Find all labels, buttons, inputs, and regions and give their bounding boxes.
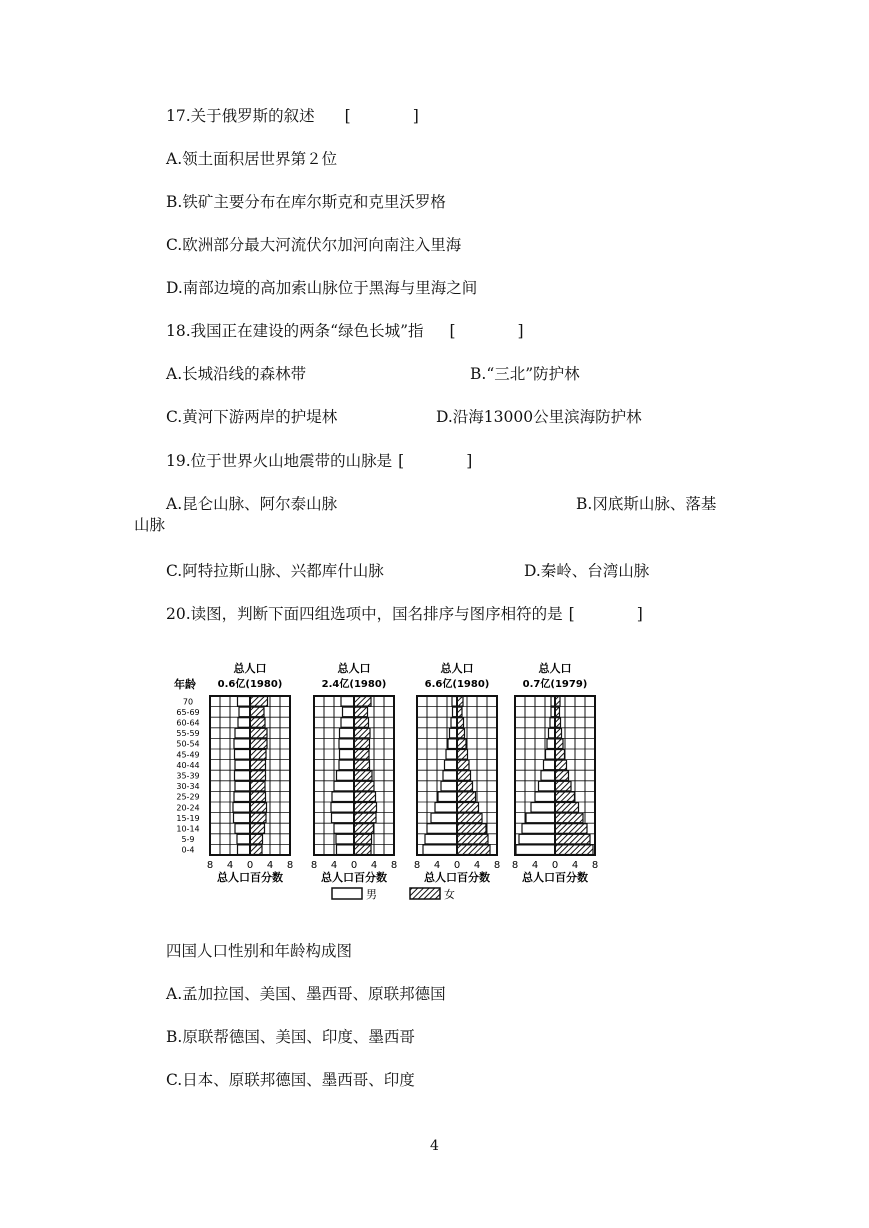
female-bar — [457, 813, 482, 823]
male-bar — [531, 803, 555, 813]
male-bar — [332, 792, 354, 802]
male-bar — [546, 750, 556, 760]
male-bar — [239, 707, 250, 717]
pyramid-title: 总人口 — [440, 662, 474, 675]
age-label: 35-39 — [176, 771, 200, 781]
female-bar — [457, 728, 465, 738]
x-tick-label: 4 — [330, 860, 338, 871]
male-bar — [332, 813, 355, 823]
male-bar — [233, 803, 250, 813]
pyramid-subtitle: 0.6亿(1980) — [217, 679, 283, 690]
age-label: 15-19 — [176, 813, 200, 823]
female-bar — [555, 803, 579, 813]
q19-stem: 19.位于世界火山地震带的山脉是 — [166, 452, 393, 470]
male-bar — [340, 728, 355, 738]
male-bar — [337, 771, 355, 781]
pyramid-subtitle: 2.4亿(1980) — [321, 679, 387, 690]
male-bar — [446, 750, 457, 760]
male-bar — [235, 771, 251, 781]
pyramid-title: 总人口 — [337, 662, 371, 675]
q20-option-b: B.原联帮德国、美国、印度、墨西哥 — [166, 1028, 415, 1046]
age-label: 50-54 — [176, 739, 200, 749]
female-bar — [250, 845, 262, 855]
male-bar — [526, 813, 555, 823]
female-bar — [457, 845, 490, 855]
age-label: 70 — [182, 697, 194, 707]
male-bar — [340, 750, 355, 760]
x-axis-label: 总人口百分数 — [424, 871, 490, 884]
population-pyramids-figure — [172, 658, 612, 908]
pyramid-title: 总人口 — [233, 662, 267, 675]
male-bar — [341, 718, 354, 728]
male-bar — [234, 739, 250, 749]
population-pyramids-chart — [172, 658, 612, 908]
female-bar — [555, 760, 567, 770]
male-bar — [443, 771, 457, 781]
q18-option-a: A.长城沿线的森林带 — [166, 365, 307, 383]
x-tick-label: 8 — [390, 860, 398, 871]
female-bar — [457, 834, 488, 844]
male-bar — [441, 781, 457, 791]
female-bar — [354, 760, 370, 770]
female-bar — [250, 792, 266, 802]
female-bar — [354, 792, 376, 802]
legend-female-swatch — [410, 888, 440, 899]
female-bar — [457, 739, 466, 749]
figure-caption: 四国人口性别和年龄构成图 — [166, 942, 353, 960]
q19-bracket: [ ] — [398, 452, 473, 470]
female-bar — [354, 707, 368, 717]
male-bar — [427, 824, 457, 834]
x-tick-label: 8 — [206, 860, 214, 871]
female-bar — [354, 739, 370, 749]
female-bar — [250, 718, 265, 728]
female-bar — [555, 845, 593, 855]
female-bar — [457, 760, 469, 770]
x-tick-label: 0 — [453, 860, 461, 871]
female-bar — [354, 824, 374, 834]
male-bar — [237, 834, 250, 844]
male-bar — [438, 792, 457, 802]
female-bar — [457, 771, 471, 781]
female-bar — [354, 771, 372, 781]
female-bar — [555, 781, 571, 791]
male-bar — [535, 792, 555, 802]
q20-stem: 20.读图，判断下面四组选项中，国名排序与图序相符的是 — [166, 605, 563, 623]
male-bar — [235, 728, 250, 738]
male-bar — [431, 813, 457, 823]
age-label: 0-4 — [181, 845, 195, 855]
male-bar — [435, 803, 457, 813]
female-bar — [354, 803, 377, 813]
female-bar — [250, 803, 267, 813]
female-bar — [354, 781, 374, 791]
male-bar — [238, 697, 251, 707]
x-tick-label: 8 — [310, 860, 318, 871]
q19-option-b-part2: 山脉 — [134, 516, 166, 534]
age-label: 60-64 — [176, 718, 200, 728]
male-bar — [235, 750, 251, 760]
q17-option-c: C.欧洲部分最大河流伏尔加河向南注入里海 — [166, 236, 462, 254]
x-tick-label: 0 — [246, 860, 254, 871]
female-bar — [354, 834, 372, 844]
female-bar — [250, 813, 266, 823]
male-bar — [334, 824, 354, 834]
q18-option-c: C.黄河下游两岸的护堤林 — [166, 408, 338, 426]
male-bar — [334, 781, 354, 791]
male-bar — [541, 771, 555, 781]
male-bar — [238, 845, 251, 855]
q17-stem: 17.关于俄罗斯的叙述 — [166, 107, 315, 125]
female-bar — [555, 739, 563, 749]
pyramid-subtitle: 0.7亿(1979) — [522, 679, 588, 690]
male-bar — [539, 781, 556, 791]
female-bar — [250, 739, 267, 749]
age-label: 55-59 — [176, 729, 200, 739]
female-bar — [457, 824, 486, 834]
male-bar — [448, 739, 457, 749]
q17-bracket: [ ] — [344, 107, 419, 125]
female-bar — [457, 781, 473, 791]
x-tick-label: 8 — [493, 860, 501, 871]
q20-option-c: C.日本、原联邦德国、墨西哥、印度 — [166, 1071, 415, 1089]
female-bar — [555, 824, 587, 834]
q18-stem-line — [166, 321, 524, 341]
x-tick-label: 4 — [370, 860, 378, 871]
male-bar — [547, 739, 555, 749]
female-bar — [457, 803, 479, 813]
q19-option-b-part1: B.冈底斯山脉、落基 — [576, 495, 717, 513]
x-tick-label: 4 — [266, 860, 274, 871]
male-bar — [339, 739, 354, 749]
x-tick-label: 4 — [473, 860, 481, 871]
male-bar — [235, 760, 250, 770]
male-bar — [445, 760, 458, 770]
q17-option-d: D.南部边境的高加索山脉位于黑海与里海之间 — [166, 279, 478, 297]
female-bar — [354, 718, 369, 728]
female-bar — [555, 771, 569, 781]
male-bar — [234, 813, 251, 823]
female-bar — [250, 728, 267, 738]
male-bar — [519, 834, 555, 844]
female-bar — [354, 728, 370, 738]
male-bar — [341, 697, 354, 707]
legend-male-swatch — [332, 888, 362, 899]
female-bar — [250, 771, 266, 781]
female-bar — [555, 792, 575, 802]
x-tick-label: 4 — [226, 860, 234, 871]
male-bar — [425, 834, 457, 844]
male-bar — [343, 707, 355, 717]
female-bar — [457, 792, 476, 802]
female-bar — [250, 750, 266, 760]
q20-bracket: [ ] — [568, 605, 643, 623]
male-bar — [450, 728, 458, 738]
female-bar — [555, 750, 565, 760]
x-tick-label: 4 — [433, 860, 441, 871]
q18-stem: 18.我国正在建设的两条“绿色长城”指 — [166, 322, 424, 340]
age-label: 20-24 — [176, 803, 200, 813]
q19-option-d: D.秦岭、台湾山脉 — [524, 562, 650, 580]
q18-option-d: D.沿海13000公里滨海防护林 — [436, 408, 642, 426]
male-bar — [234, 792, 250, 802]
q20-option-a: A.孟加拉国、美国、墨西哥、原联邦德国 — [166, 985, 446, 1003]
male-bar — [522, 824, 555, 834]
male-bar — [339, 760, 354, 770]
x-tick-label: 8 — [286, 860, 294, 871]
legend-male-label: 男 — [366, 888, 377, 901]
q18-bracket: [ ] — [449, 322, 524, 340]
female-bar — [354, 697, 371, 707]
legend-female-label: 女 — [444, 888, 455, 901]
male-bar — [423, 845, 457, 855]
female-bar — [457, 750, 468, 760]
male-bar — [235, 781, 250, 791]
x-tick-label: 8 — [591, 860, 599, 871]
female-bar — [250, 707, 264, 717]
q19-option-c: C.阿特拉斯山脉、兴都库什山脉 — [166, 562, 384, 580]
x-tick-label: 8 — [413, 860, 421, 871]
q17-option-b: B.铁矿主要分布在库尔斯克和克里沃罗格 — [166, 193, 446, 211]
pyramid-title: 总人口 — [538, 662, 572, 675]
x-tick-label: 4 — [531, 860, 539, 871]
female-bar — [250, 781, 265, 791]
female-bar — [555, 813, 583, 823]
q17-stem-line — [166, 106, 419, 126]
pyramid-subtitle: 6.6亿(1980) — [424, 679, 490, 690]
male-bar — [235, 824, 250, 834]
x-tick-label: 4 — [571, 860, 579, 871]
q20-stem-line — [166, 604, 643, 624]
female-bar — [555, 834, 590, 844]
x-axis-label: 总人口百分数 — [217, 871, 283, 884]
age-label: 25-29 — [176, 792, 200, 802]
q19-stem-line — [166, 451, 472, 471]
x-tick-label: 8 — [511, 860, 519, 871]
female-bar — [354, 750, 369, 760]
q19-option-a: A.昆仑山脉、阿尔泰山脉 — [166, 495, 338, 513]
age-label: 45-49 — [176, 750, 200, 760]
male-bar — [331, 803, 354, 813]
age-label: 65-69 — [176, 707, 200, 717]
female-bar — [250, 760, 266, 770]
male-bar — [516, 845, 555, 855]
age-label: 30-34 — [176, 782, 200, 792]
male-bar — [336, 834, 354, 844]
female-bar — [250, 824, 265, 834]
x-axis-label: 总人口百分数 — [321, 871, 387, 884]
female-bar — [250, 834, 263, 844]
female-bar — [250, 697, 268, 707]
female-bar — [354, 845, 371, 855]
page-number: 4 — [430, 1138, 439, 1154]
male-bar — [238, 718, 250, 728]
age-axis-label: 年龄 — [174, 678, 196, 691]
x-axis-label: 总人口百分数 — [522, 871, 588, 884]
age-label: 5-9 — [181, 835, 195, 845]
x-tick-label: 0 — [350, 860, 358, 871]
male-bar — [544, 760, 556, 770]
age-label: 40-44 — [176, 760, 200, 770]
q18-option-b: B.“三北”防护林 — [470, 365, 580, 383]
q17-option-a: A.领土面积居世界第２位 — [166, 150, 338, 168]
female-bar — [354, 813, 376, 823]
age-label: 10-14 — [176, 824, 200, 834]
male-bar — [337, 845, 355, 855]
x-tick-label: 0 — [551, 860, 559, 871]
